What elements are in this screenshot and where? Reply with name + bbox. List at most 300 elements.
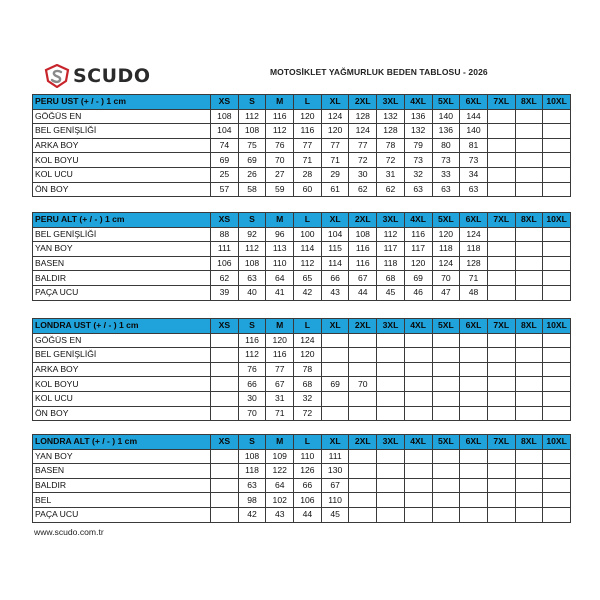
size-header: XL [321,319,349,334]
measurement-value [432,464,460,479]
size-header: M [266,319,294,334]
measurement-value: 41 [266,285,294,300]
measurement-label: ARKA BOY [33,362,211,377]
size-header: L [294,213,322,228]
table-title: PERU UST (+ / - ) 1 cm [33,95,211,110]
measurement-value: 66 [321,271,349,286]
measurement-value: 126 [294,464,322,479]
measurement-value: 106 [294,493,322,508]
measurement-value: 71 [321,153,349,168]
measurement-value: 112 [238,242,266,257]
measurement-value [349,493,377,508]
measurement-value: 112 [294,256,322,271]
measurement-value: 116 [266,348,294,363]
table-header-row [33,213,571,228]
size-header: 2XL [349,319,377,334]
measurement-value: 140 [432,109,460,124]
measurement-label: KOL UCU [33,167,211,182]
measurement-value: 25 [211,167,239,182]
measurement-value [515,391,543,406]
measurement-value [543,333,571,348]
measurement-value: 64 [266,478,294,493]
size-header: 5XL [432,213,460,228]
size-header: L [294,435,322,450]
measurement-value [349,333,377,348]
measurement-value [515,109,543,124]
measurement-value: 30 [238,391,266,406]
measurement-value: 112 [238,109,266,124]
measurement-value: 48 [460,285,488,300]
measurement-value: 136 [404,109,432,124]
measurement-value: 118 [377,256,405,271]
measurement-value: 80 [432,138,460,153]
measurement-value [321,348,349,363]
measurement-value: 77 [349,138,377,153]
size-header: 8XL [515,435,543,450]
table-row [33,507,571,522]
measurement-label: KOL UCU [33,391,211,406]
measurement-value [404,478,432,493]
measurement-value [515,377,543,392]
measurement-value [487,124,515,139]
measurement-value [515,227,543,242]
measurement-value: 120 [321,124,349,139]
measurement-value: 108 [211,109,239,124]
measurement-value [349,406,377,421]
size-header: 5XL [432,319,460,334]
measurement-value: 62 [211,271,239,286]
measurement-value: 59 [266,182,294,197]
measurement-value [515,493,543,508]
measurement-value: 73 [432,153,460,168]
measurement-value [377,493,405,508]
size-header: 7XL [487,213,515,228]
measurement-value: 45 [377,285,405,300]
measurement-value: 30 [349,167,377,182]
measurement-value [487,182,515,197]
size-header: XS [211,319,239,334]
measurement-value [515,167,543,182]
measurement-value: 144 [460,109,488,124]
measurement-value: 77 [294,138,322,153]
measurement-label: PAÇA UCU [33,507,211,522]
measurement-value: 61 [321,182,349,197]
size-header: 10XL [543,95,571,110]
measurement-value: 63 [404,182,432,197]
size-header: 4XL [404,95,432,110]
measurement-value: 117 [404,242,432,257]
measurement-label: BEL GENİŞLİĞİ [33,348,211,363]
measurement-value [404,406,432,421]
table-row [33,478,571,493]
measurement-value [543,153,571,168]
measurement-value: 29 [321,167,349,182]
measurement-value [487,507,515,522]
measurement-value [432,333,460,348]
size-header: 6XL [460,319,488,334]
measurement-value [543,493,571,508]
measurement-label: BEL GENİŞLİĞİ [33,227,211,242]
size-header: 6XL [460,435,488,450]
measurement-value [543,464,571,479]
measurement-value [211,406,239,421]
measurement-value [211,507,239,522]
measurement-value [349,362,377,377]
measurement-value [515,449,543,464]
measurement-value [487,109,515,124]
measurement-value [487,242,515,257]
measurement-value [487,227,515,242]
measurement-value [404,391,432,406]
measurement-value: 67 [266,377,294,392]
measurement-value: 70 [432,271,460,286]
table-row [33,464,571,479]
table-row [33,493,571,508]
measurement-value: 72 [294,406,322,421]
measurement-value: 26 [238,167,266,182]
measurement-value [460,333,488,348]
measurement-value [211,391,239,406]
table-title: LONDRA ALT (+ / - ) 1 cm [33,435,211,450]
size-header: XS [211,435,239,450]
measurement-value: 42 [294,285,322,300]
measurement-value [543,256,571,271]
table-row [33,153,571,168]
measurement-value: 73 [404,153,432,168]
measurement-value: 32 [294,391,322,406]
measurement-label: KOL BOYU [33,153,211,168]
table-row [33,109,571,124]
measurement-value [377,406,405,421]
document-title: MOTOSİKLET YAĞMURLUK BEDEN TABLOSU - 2026 [270,67,488,77]
table-header-row [33,319,571,334]
measurement-value: 63 [238,478,266,493]
size-header: 2XL [349,435,377,450]
measurement-value [515,406,543,421]
size-header: M [266,435,294,450]
measurement-value [543,138,571,153]
measurement-value: 42 [238,507,266,522]
measurement-value: 31 [266,391,294,406]
measurement-value [543,109,571,124]
measurement-value: 124 [460,227,488,242]
measurement-value [432,449,460,464]
measurement-value [349,507,377,522]
measurement-value: 110 [294,449,322,464]
measurement-value: 140 [460,124,488,139]
measurement-value: 117 [377,242,405,257]
measurement-value: 58 [238,182,266,197]
measurement-value: 111 [321,449,349,464]
measurement-value: 92 [238,227,266,242]
measurement-value [211,478,239,493]
measurement-value: 34 [460,167,488,182]
measurement-value: 104 [321,227,349,242]
measurement-value: 44 [349,285,377,300]
measurement-label: BEL GENİŞLİĞİ [33,124,211,139]
measurement-value [487,464,515,479]
measurement-value [487,348,515,363]
measurement-value: 104 [211,124,239,139]
size-header: 8XL [515,95,543,110]
size-header: 3XL [377,319,405,334]
measurement-value [377,478,405,493]
measurement-value: 32 [404,167,432,182]
measurement-value: 69 [404,271,432,286]
measurement-value: 75 [238,138,266,153]
table-row [33,285,571,300]
measurement-value: 109 [266,449,294,464]
measurement-label: ARKA BOY [33,138,211,153]
measurement-value [377,348,405,363]
measurement-value: 96 [266,227,294,242]
measurement-value [377,449,405,464]
measurement-value [377,507,405,522]
size-table [32,212,571,301]
measurement-value [460,464,488,479]
measurement-value: 116 [404,227,432,242]
size-header: 5XL [432,95,460,110]
size-header: 6XL [460,95,488,110]
measurement-value [487,406,515,421]
measurement-value [321,362,349,377]
measurement-value [543,406,571,421]
scudo-logo-icon [44,64,70,88]
size-header: S [238,95,266,110]
measurement-value [487,449,515,464]
measurement-value [432,478,460,493]
measurement-value: 120 [294,109,322,124]
measurement-value [404,377,432,392]
size-header: 10XL [543,213,571,228]
measurement-value: 74 [211,138,239,153]
measurement-value [460,493,488,508]
measurement-value: 40 [238,285,266,300]
measurement-value [404,348,432,363]
measurement-value [543,227,571,242]
measurement-value: 120 [404,256,432,271]
measurement-value [211,493,239,508]
measurement-value: 70 [349,377,377,392]
size-header: 4XL [404,435,432,450]
measurement-value: 67 [321,478,349,493]
measurement-value: 67 [349,271,377,286]
measurement-value [404,493,432,508]
size-table [32,94,571,197]
table-header-row [33,435,571,450]
measurement-value [515,348,543,363]
table-header-row [33,95,571,110]
measurement-value [377,362,405,377]
measurement-value: 68 [377,271,405,286]
size-header: XL [321,213,349,228]
table-row [33,256,571,271]
measurement-value [211,464,239,479]
measurement-value [460,449,488,464]
size-header: 7XL [487,435,515,450]
measurement-value: 116 [349,242,377,257]
size-table [32,434,571,523]
size-header: 5XL [432,435,460,450]
measurement-value: 45 [321,507,349,522]
measurement-value: 128 [349,109,377,124]
measurement-value: 66 [238,377,266,392]
measurement-value [487,153,515,168]
size-header: 3XL [377,213,405,228]
measurement-label: BALDIR [33,271,211,286]
measurement-value [515,271,543,286]
measurement-value [404,362,432,377]
measurement-value: 116 [294,124,322,139]
measurement-value [404,464,432,479]
measurement-value: 73 [460,153,488,168]
measurement-value [349,478,377,493]
measurement-value [515,124,543,139]
measurement-label: PAÇA UCU [33,285,211,300]
measurement-value: 120 [266,333,294,348]
measurement-value [460,507,488,522]
measurement-value [211,333,239,348]
measurement-value [321,391,349,406]
measurement-value: 68 [294,377,322,392]
measurement-label: GÖĞÜS EN [33,109,211,124]
measurement-value: 27 [266,167,294,182]
measurement-value: 71 [266,406,294,421]
measurement-value: 132 [404,124,432,139]
measurement-value: 120 [294,348,322,363]
measurement-value [543,362,571,377]
measurement-value [515,333,543,348]
measurement-value [377,333,405,348]
size-header: 4XL [404,319,432,334]
measurement-value [460,377,488,392]
measurement-value: 98 [238,493,266,508]
measurement-value [515,153,543,168]
measurement-value: 115 [321,242,349,257]
measurement-label: BASEN [33,464,211,479]
measurement-value: 70 [266,153,294,168]
measurement-value [349,348,377,363]
size-header: S [238,319,266,334]
measurement-value: 64 [266,271,294,286]
measurement-label: BASEN [33,256,211,271]
footer-website: www.scudo.com.tr [34,527,104,537]
measurement-value [377,464,405,479]
brand-logo [44,62,154,90]
measurement-value [543,348,571,363]
measurement-value: 77 [266,362,294,377]
measurement-value [515,478,543,493]
size-header: M [266,213,294,228]
measurement-value: 62 [349,182,377,197]
table-row [33,242,571,257]
measurement-value [211,362,239,377]
measurement-value: 69 [211,153,239,168]
measurement-value [432,391,460,406]
measurement-value [543,285,571,300]
size-header: 10XL [543,435,571,450]
measurement-value [543,124,571,139]
measurement-label: YAN BOY [33,449,211,464]
measurement-value [211,377,239,392]
measurement-value: 63 [460,182,488,197]
measurement-value [349,464,377,479]
measurement-value [487,285,515,300]
table-row [33,138,571,153]
measurement-value: 46 [404,285,432,300]
size-header: 7XL [487,95,515,110]
size-header: 8XL [515,319,543,334]
measurement-value: 114 [321,256,349,271]
measurement-value [487,256,515,271]
measurement-value: 60 [294,182,322,197]
measurement-value: 112 [238,348,266,363]
measurement-value [432,377,460,392]
measurement-value [460,478,488,493]
measurement-value: 78 [377,138,405,153]
measurement-value: 128 [377,124,405,139]
measurement-value [349,391,377,406]
measurement-value [515,182,543,197]
size-header: S [238,435,266,450]
measurement-value: 118 [460,242,488,257]
measurement-value: 47 [432,285,460,300]
measurement-value: 128 [460,256,488,271]
measurement-value [543,478,571,493]
measurement-value: 62 [377,182,405,197]
measurement-value [432,493,460,508]
measurement-value: 78 [294,362,322,377]
measurement-value [487,333,515,348]
size-header: XS [211,213,239,228]
measurement-value [404,449,432,464]
measurement-value [487,377,515,392]
size-header: 10XL [543,319,571,334]
measurement-value: 108 [238,256,266,271]
measurement-value [487,271,515,286]
measurement-value [211,348,239,363]
measurement-value: 120 [432,227,460,242]
measurement-value [543,182,571,197]
measurement-value [543,377,571,392]
measurement-value: 116 [349,256,377,271]
measurement-value [515,507,543,522]
measurement-value: 114 [294,242,322,257]
measurement-label: YAN BOY [33,242,211,257]
measurement-value: 43 [266,507,294,522]
table-row [33,124,571,139]
size-header: 2XL [349,95,377,110]
measurement-value: 76 [238,362,266,377]
measurement-value: 108 [238,124,266,139]
measurement-value [321,333,349,348]
measurement-value [487,493,515,508]
measurement-value: 57 [211,182,239,197]
size-header: 4XL [404,213,432,228]
measurement-value: 71 [294,153,322,168]
measurement-value [460,406,488,421]
size-header: XS [211,95,239,110]
measurement-value [487,138,515,153]
measurement-value [543,271,571,286]
measurement-label: ÖN BOY [33,406,211,421]
measurement-value [515,138,543,153]
measurement-value [543,507,571,522]
measurement-value [377,377,405,392]
size-header: 2XL [349,213,377,228]
size-table [32,318,571,421]
measurement-value: 44 [294,507,322,522]
